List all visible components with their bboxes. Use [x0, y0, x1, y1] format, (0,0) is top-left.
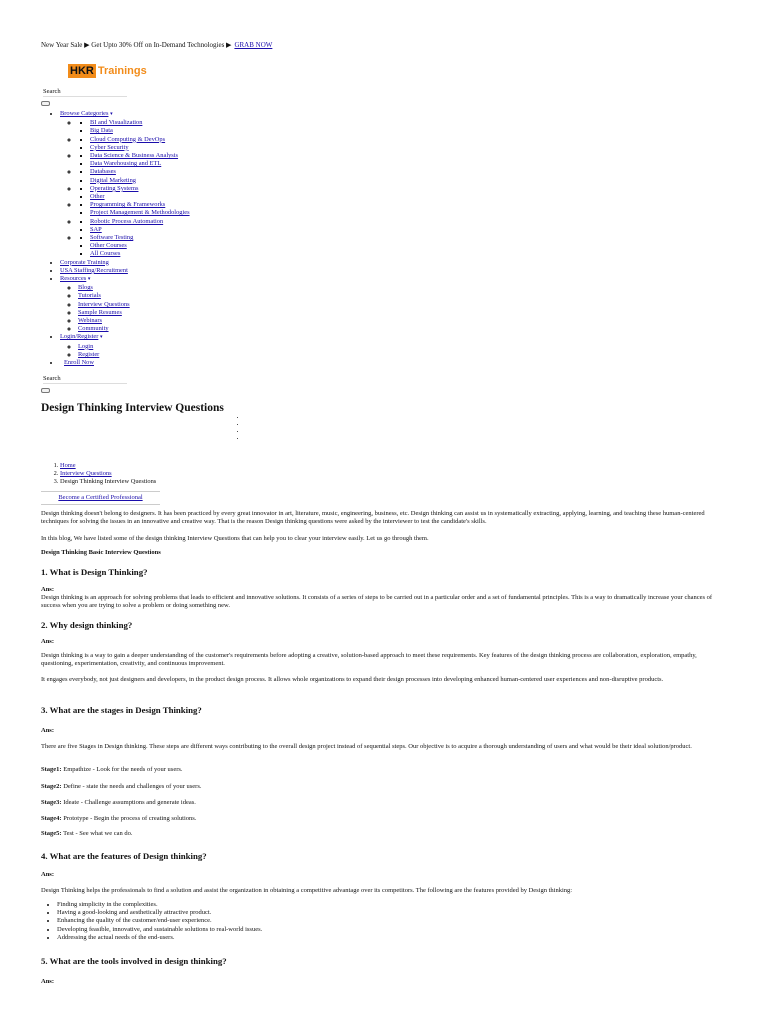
category-link[interactable]: Data Warehousing and ETL [90, 160, 162, 168]
resource-link[interactable]: Blogs [78, 284, 93, 292]
answer-3: There are five Stages in Design thinking. These steps are different ways contributing to the overall design project instead of sequential steps. Our objective is to acquire a thorough understanding of users and what would be their ideal solution/product. [41, 743, 692, 750]
stage-3 [41, 799, 726, 807]
main-nav [50, 110, 190, 367]
category-link[interactable]: Big Data [90, 127, 113, 135]
nav-resources [60, 275, 190, 333]
intro-paragraph: Design thinking doesn't belong to designers. It has been practiced by every great innovator in art, literature, music, engineering, business, etc. Design thinking can assist us in systematically extracting, applying, learning, and teaching these human-centered techniques for solving the issues in an innovative and creative way. That is the reason Design thinking questions were asked by the interviewer to test the candidate's skills. [41, 510, 705, 526]
resources-list [60, 284, 190, 333]
feature-item: • Enhancing the quality of the customer/end-user experience. [57, 917, 262, 925]
answer-label: Ans: [41, 978, 55, 985]
resource-link[interactable]: Webinars [78, 317, 102, 325]
enroll-now-link[interactable]: Enroll Now [64, 359, 94, 367]
search-label-top: Search [43, 88, 61, 95]
answer-label: Ans: [41, 727, 55, 734]
usa-staffing-link[interactable]: USA Staffing/Recruitment [60, 266, 128, 274]
share-item[interactable] [246, 421, 248, 428]
login-register-link[interactable]: Login/Register [60, 333, 99, 341]
category-link[interactable]: Other [90, 193, 105, 201]
login-link[interactable]: Login [78, 342, 94, 350]
share-item[interactable] [246, 435, 248, 442]
search-input-bottom[interactable] [43, 383, 127, 384]
category-link[interactable]: All Courses [90, 250, 121, 258]
share-item[interactable] [246, 414, 248, 421]
categories-list [60, 119, 190, 258]
category-link[interactable]: Operating Systems [90, 184, 139, 192]
nav-corporate [60, 259, 190, 267]
category-link[interactable]: Data Science & Business Analysis [90, 152, 179, 160]
section-heading: Design Thinking Basic Interview Questions [41, 549, 161, 556]
stage-5 [41, 830, 726, 838]
logo-hkr: HKR [70, 65, 94, 77]
logo-trainings: Trainings [97, 65, 147, 77]
share-menu [241, 414, 248, 442]
question-4-title: 4. What are the features of Design thinking? [41, 851, 207, 861]
answer-2b: It engages everybody, not just designers and developers, in the product design process. It allows whole organizations to expand their design processes into developing enhanced human-centered user experiences and non-disruptive products. [41, 676, 664, 683]
category-link[interactable]: Project Management & Methodologies [90, 209, 190, 217]
search-button-bottom[interactable] [41, 388, 50, 393]
resources-link[interactable]: Resources [60, 275, 87, 283]
breadcrumb-home[interactable]: Home [60, 462, 76, 469]
stage-4 [41, 815, 726, 823]
stage-text: Empathize - Look for the needs of your users. [61, 766, 183, 773]
nav-enroll [60, 359, 190, 367]
resource-link[interactable]: Tutorials [78, 292, 101, 300]
category-link[interactable]: Cyber Security [90, 143, 129, 151]
register-link[interactable]: Register [78, 350, 100, 358]
category-link[interactable]: Other Courses [90, 242, 127, 250]
search-label-bottom: Search [43, 375, 61, 382]
stage-label: Stage5: [41, 830, 62, 837]
answer-1: Design thinking is an approach for solving problems that leads to efficient and innovative solutions. It consists of a series of steps to be carried out in a particular order and a set of fundamental principles. This is a way to dramatically increase your chances of success when you are trying to solve a problem or doing something new. [41, 594, 713, 610]
stage-2 [41, 783, 726, 791]
category-link[interactable]: Databases [90, 168, 116, 176]
grab-now-link[interactable]: GRAB NOW [234, 41, 273, 49]
nav-usa [60, 267, 190, 275]
answer-label: Ans: [41, 871, 55, 878]
certified-professional-button[interactable] [41, 491, 160, 505]
category-link[interactable]: Programming & Frameworks [90, 201, 166, 209]
corporate-training-link[interactable]: Corporate Training [60, 258, 109, 266]
answer-label: Ans: [41, 586, 55, 593]
hkr-logo[interactable] [68, 64, 147, 78]
stage-text: Ideate - Challenge assumptions and generate ideas. [61, 799, 196, 806]
category-link[interactable]: Digital Marketing [90, 176, 136, 184]
answer-2: Design thinking is a way to gain a deeper understanding of the customer's requirements before adopting a creative, solution-based approach to meet these requirements. Key features of the design thinking process are collaboration, exploration, empathy, questioning, experimentation, creativity, and continuous improvement. [41, 652, 697, 668]
breadcrumb-current: 3. Design Thinking Interview Questions [60, 478, 156, 486]
stage-label: Stage1: [41, 766, 62, 773]
question-2-title: 2. Why design thinking? [41, 620, 133, 630]
nav-browse-categories [60, 110, 190, 259]
stage-text: Prototype - Begin the process of creating solutions. [61, 815, 197, 822]
answer-label: Ans: [41, 638, 55, 645]
stage-label: Stage4: [41, 815, 62, 822]
feature-item: • Developing feasible, innovative, and sustainable solutions to real-world issues. [57, 926, 262, 934]
browse-categories-link[interactable]: Browse Categories [60, 110, 109, 117]
share-item[interactable] [246, 428, 248, 435]
resource-link[interactable]: Interview Questions [78, 300, 130, 308]
nav-login-register [60, 333, 190, 359]
resource-link[interactable]: Community [78, 325, 109, 333]
features-list [48, 901, 262, 942]
category-link[interactable]: Cloud Computing & DevOps [90, 135, 166, 143]
chevron-down-icon[interactable]: ▾ [110, 112, 113, 117]
chevron-down-icon[interactable]: ▾ [99, 335, 103, 341]
feature-item: • Having a good-looking and aesthetically attractive product. [57, 909, 262, 917]
category-link[interactable]: SAP [90, 225, 102, 233]
category-link[interactable]: Robotic Process Automation [90, 217, 164, 225]
chevron-down-icon[interactable]: ▾ [87, 277, 91, 283]
intro-paragraph-2: In this blog, We have listed some of the design thinking Interview Questions that can help you to clear your interview easily. Let us go through them. [41, 535, 429, 542]
search-button-top[interactable] [41, 101, 50, 106]
stage-text: Define - state the needs and challenges of your users. [61, 783, 202, 790]
page-title: Design Thinking Interview Questions [41, 402, 224, 414]
promo-banner [41, 41, 272, 50]
stage-label: Stage2: [41, 783, 62, 790]
feature-item: • Finding simplicity in the complexities. [57, 901, 262, 909]
promo-text: New Year Sale ▶ Get Upto 30% Off on In-Demand Technologies ▶ [41, 41, 232, 49]
certified-professional-link[interactable]: Become a Certified Professional [58, 494, 143, 501]
question-3-title: 3. What are the stages in Design Thinking? [41, 705, 202, 715]
breadcrumb-interview-questions[interactable]: Interview Questions [60, 470, 112, 478]
answer-4: Design Thinking helps the professionals to find a solution and assist the organization in obtaining a competitive advantage over its competitors. The following are the features provided by Design thinking: [41, 887, 573, 894]
breadcrumb [52, 462, 156, 487]
category-link[interactable]: Software Testing [90, 234, 134, 242]
question-1-title: 1. What is Design Thinking? [41, 567, 148, 577]
search-input-top[interactable] [43, 96, 127, 97]
resource-link[interactable]: Sample Resumes [78, 308, 122, 316]
stage-text: Test - See what we can do. [61, 830, 133, 837]
question-5-title: 5. What are the tools involved in design thinking? [41, 956, 227, 966]
stage-label: Stage3: [41, 799, 62, 806]
stage-1 [41, 766, 726, 774]
category-link[interactable]: BI and Visualization [90, 119, 143, 127]
feature-item: • Addressing the actual needs of the end-users. [57, 934, 262, 942]
